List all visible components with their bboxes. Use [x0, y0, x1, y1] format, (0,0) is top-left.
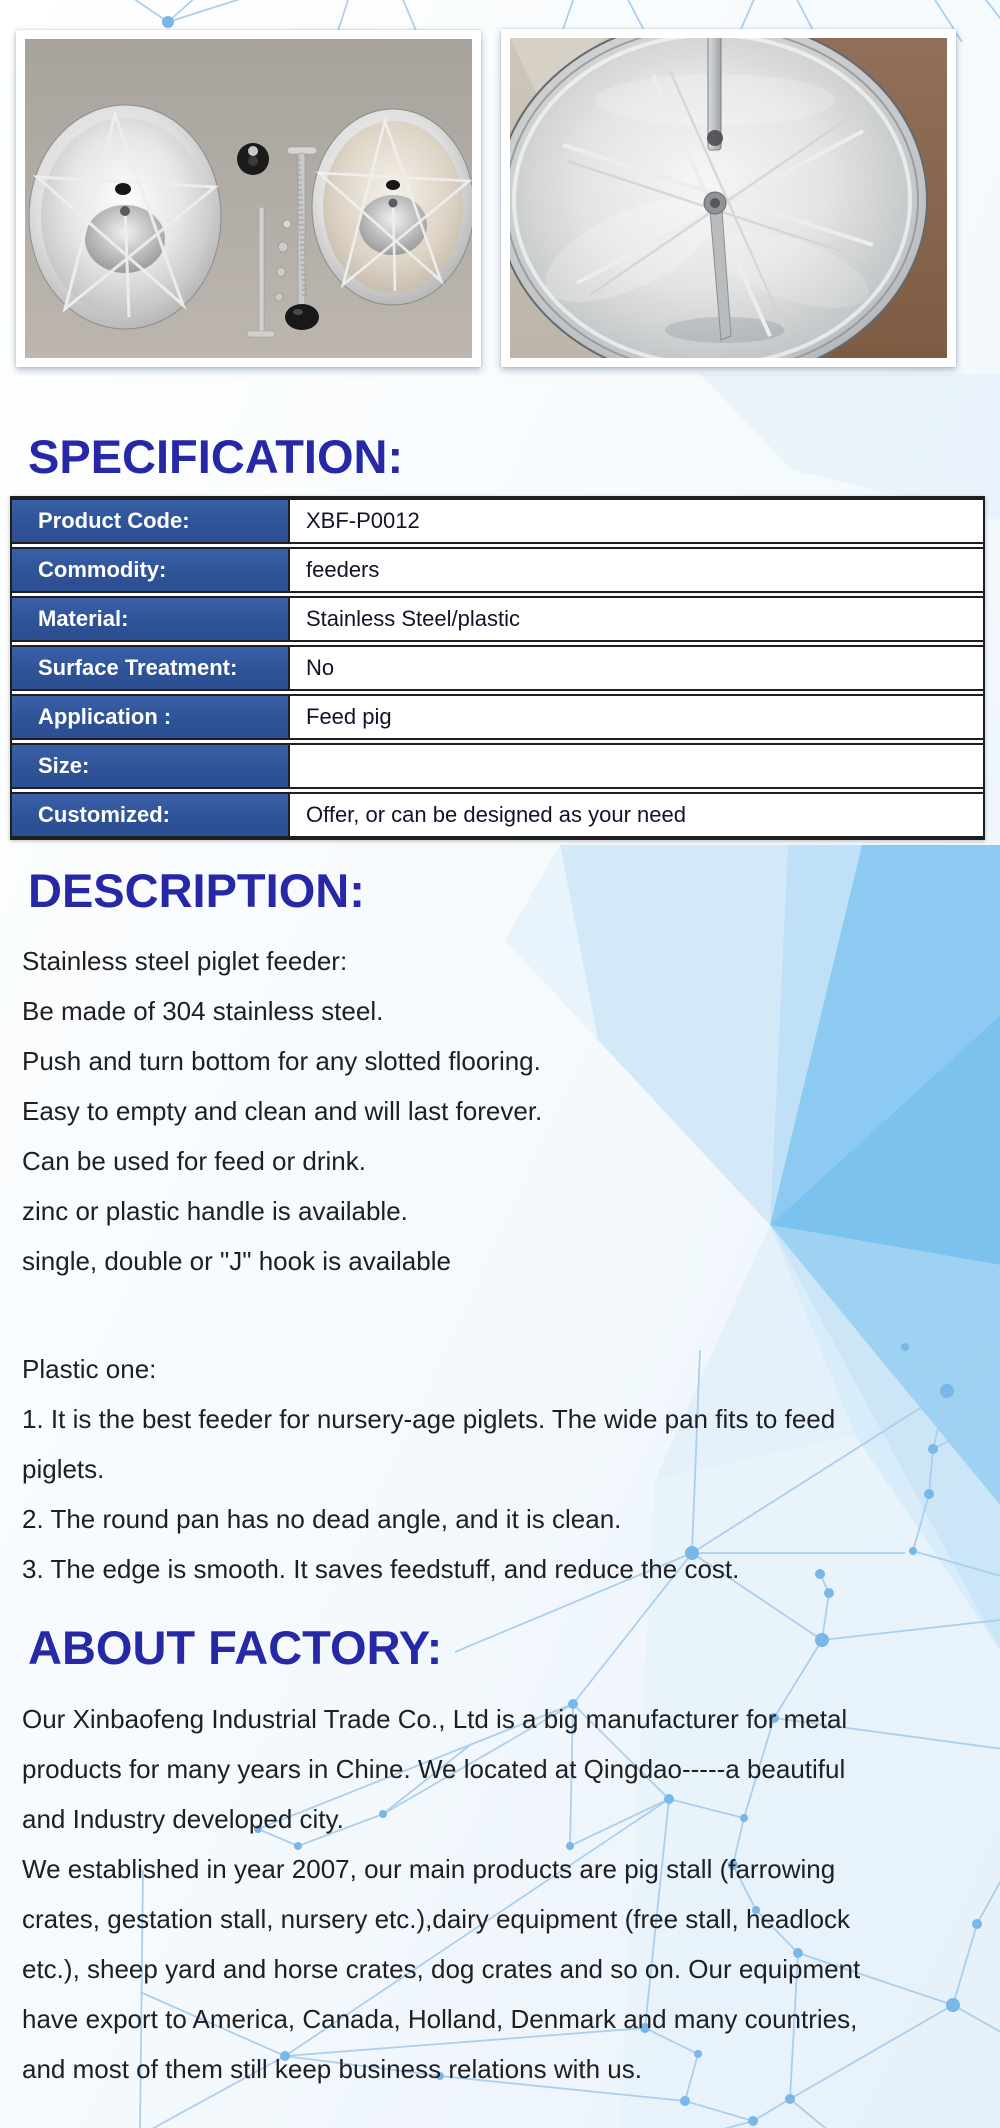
product-photo-feeder-parts — [16, 30, 481, 367]
plastic-text — [22, 1344, 835, 1594]
description-line: Can be used for feed or drink. — [22, 1146, 366, 1176]
table-row — [12, 498, 983, 544]
about-factory-text — [22, 1694, 860, 2094]
table-row — [12, 792, 983, 838]
table-row — [12, 694, 983, 740]
about-factory-heading: ABOUT FACTORY: — [28, 1621, 443, 1674]
specification-table — [10, 496, 985, 840]
about-line: crates, gestation stall, nursery etc.),dairy equipment (free stall, headlock — [22, 1904, 851, 1934]
plastic-line: piglets. — [22, 1454, 105, 1484]
row-value — [290, 743, 983, 789]
table-row — [12, 743, 983, 789]
description-line: single, double or "J" hook is available — [22, 1246, 451, 1276]
description-text — [22, 936, 542, 1286]
about-line: Our Xinbaofeng Industrial Trade Co., Ltd is a big manufacturer for metal — [22, 1704, 848, 1734]
row-value: Feed pig — [290, 694, 983, 740]
specification-heading: SPECIFICATION: — [28, 430, 404, 483]
row-value: feeders — [290, 547, 983, 593]
about-line: etc.), sheep yard and horse crates, dog crates and so on. Our equipment — [22, 1954, 861, 1984]
about-line: We established in year 2007, our main products are pig stall (farrowing — [22, 1854, 836, 1884]
plastic-line: Plastic one: — [22, 1354, 157, 1384]
description-line: Push and turn bottom for any slotted flooring. — [22, 1046, 541, 1076]
row-label: Commodity: — [12, 547, 290, 593]
about-line: and most of them still keep business relations with us. — [22, 2054, 642, 2084]
row-label: Surface Treatment: — [12, 645, 290, 691]
row-label: Customized: — [12, 792, 290, 838]
table-row — [12, 547, 983, 593]
row-value: XBF-P0012 — [290, 498, 983, 544]
description-line: Stainless steel piglet feeder: — [22, 946, 348, 976]
about-line: have export to America, Canada, Holland, Denmark and many countries, — [22, 2004, 858, 2034]
description-line: Easy to empty and clean and will last forever. — [22, 1096, 543, 1126]
about-line: products for many years in Chine. We located at Qingdao-----a beautiful — [22, 1754, 846, 1784]
description-line: Be made of 304 stainless steel. — [22, 996, 384, 1026]
row-label: Application : — [12, 694, 290, 740]
description-line: zinc or plastic handle is available. — [22, 1196, 408, 1226]
about-line: and Industry developed city. — [22, 1804, 344, 1834]
row-value: Stainless Steel/plastic — [290, 596, 983, 642]
plastic-line: 2. The round pan has no dead angle, and it is clean. — [22, 1504, 622, 1534]
row-label: Material: — [12, 596, 290, 642]
row-label: Product Code: — [12, 498, 290, 544]
plastic-line: 3. The edge is smooth. It saves feedstuff, and reduce the cost. — [22, 1554, 740, 1584]
row-label: Size: — [12, 743, 290, 789]
product-photo-bowl-closeup — [501, 29, 956, 367]
table-row — [12, 596, 983, 642]
table-row — [12, 645, 983, 691]
row-value: No — [290, 645, 983, 691]
row-value: Offer, or can be designed as your need — [290, 792, 983, 838]
plastic-line: 1. It is the best feeder for nursery-age piglets. The wide pan fits to feed — [22, 1404, 836, 1434]
description-heading: DESCRIPTION: — [28, 864, 365, 917]
